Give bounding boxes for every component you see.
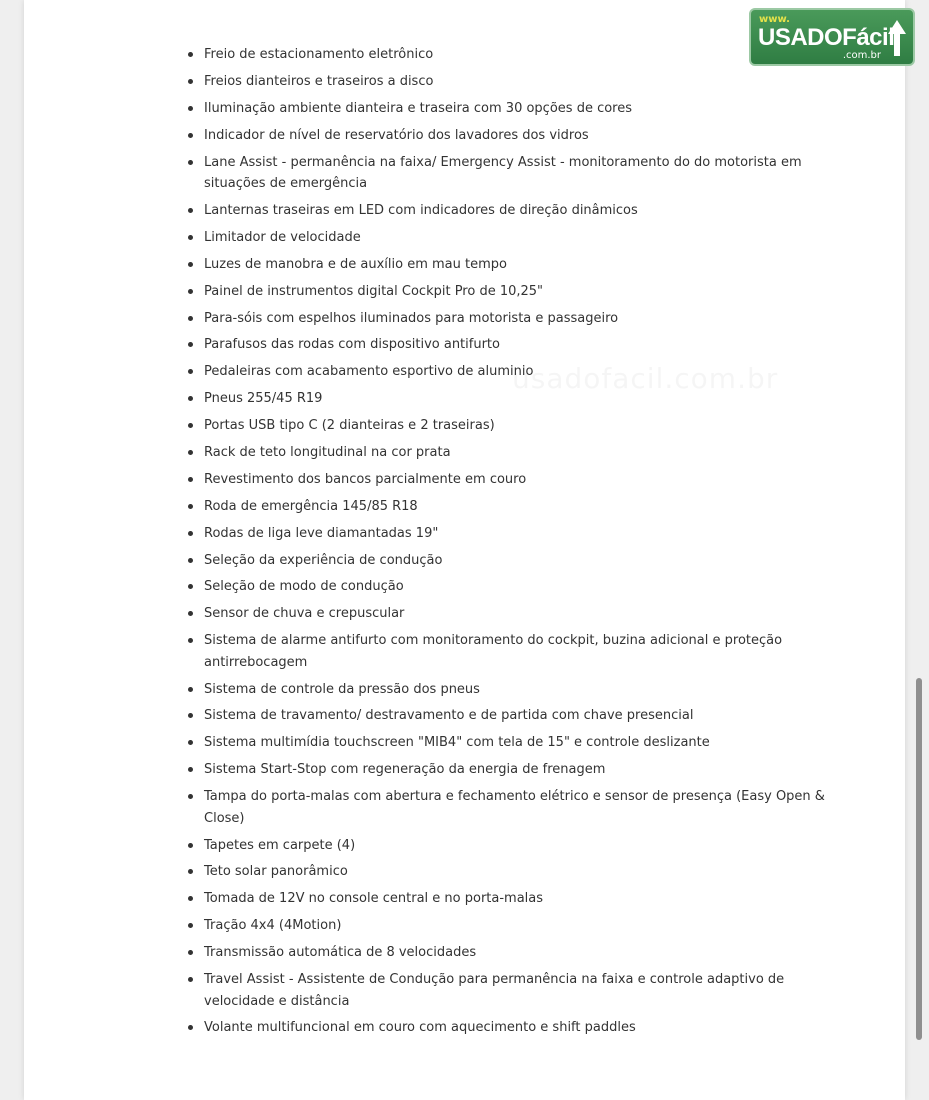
feature-item: Travel Assist - Assistente de Condução para permanência na faixa e controle adaptivo de velocidade e distância (184, 969, 844, 1012)
feature-item: Tampa do porta-malas com abertura e fechamento elétrico e sensor de presença (Easy Open & Close) (184, 786, 844, 829)
feature-item: Sistema de travamento/ destravamento e de partida com chave presencial (184, 705, 844, 727)
feature-item: Rodas de liga leve diamantadas 19" (184, 523, 844, 545)
usadofacil-logo[interactable] (749, 8, 915, 66)
feature-item: Parafusos das rodas com dispositivo antifurto (184, 334, 844, 356)
logo-domain: .com.br (842, 50, 881, 61)
logo-text: USADOFácil (758, 24, 895, 51)
feature-item: Indicador de nível de reservatório dos lavadores dos vidros (184, 125, 844, 147)
feature-item: Tapetes em carpete (4) (184, 835, 844, 857)
feature-item: Sistema de controle da pressão dos pneus (184, 679, 844, 701)
feature-item: Sistema de alarme antifurto com monitoramento do cockpit, buzina adicional e proteção antirrebocagem (184, 630, 844, 673)
content-page (24, 0, 905, 1100)
feature-item: Revestimento dos bancos parcialmente em couro (184, 469, 844, 491)
scrollbar-thumb[interactable] (916, 678, 922, 1040)
feature-item: Lanternas traseiras em LED com indicadores de direção dinâmicos (184, 200, 844, 222)
feature-item: Painel de instrumentos digital Cockpit Pro de 10,25" (184, 281, 844, 303)
feature-item: Seleção de modo de condução (184, 576, 844, 598)
feature-item: Volante multifuncional em couro com aquecimento e shift paddles (184, 1017, 844, 1039)
feature-item: Portas USB tipo C (2 dianteiras e 2 traseiras) (184, 415, 844, 437)
feature-list (184, 44, 844, 1044)
feature-item: Pneus 255/45 R19 (184, 388, 844, 410)
feature-item: Transmissão automática de 8 velocidades (184, 942, 844, 964)
feature-item: Limitador de velocidade (184, 227, 844, 249)
up-arrow-icon (887, 18, 907, 58)
feature-item: Sistema Start-Stop com regeneração da energia de frenagem (184, 759, 844, 781)
feature-item: Sensor de chuva e crepuscular (184, 603, 844, 625)
feature-item: Seleção da experiência de condução (184, 550, 844, 572)
feature-item: Iluminação ambiente dianteira e traseira com 30 opções de cores (184, 98, 844, 120)
feature-item: Sistema multimídia touchscreen "MIB4" com tela de 15" e controle deslizante (184, 732, 844, 754)
logo-www: www. (759, 14, 790, 25)
feature-item: Freio de estacionamento eletrônico (184, 44, 844, 66)
feature-item: Luzes de manobra e de auxílio em mau tempo (184, 254, 844, 276)
feature-item: Freios dianteiros e traseiros a disco (184, 71, 844, 93)
feature-item: Tomada de 12V no console central e no porta-malas (184, 888, 844, 910)
feature-item: Para-sóis com espelhos iluminados para motorista e passageiro (184, 308, 844, 330)
feature-item: Roda de emergência 145/85 R18 (184, 496, 844, 518)
feature-item: Pedaleiras com acabamento esportivo de aluminio (184, 361, 844, 383)
feature-item: Tração 4x4 (4Motion) (184, 915, 844, 937)
feature-item: Lane Assist - permanência na faixa/ Emergency Assist - monitoramento do do motorista em situações de emergência (184, 152, 844, 195)
feature-item: Rack de teto longitudinal na cor prata (184, 442, 844, 464)
feature-item: Teto solar panorâmico (184, 861, 844, 883)
